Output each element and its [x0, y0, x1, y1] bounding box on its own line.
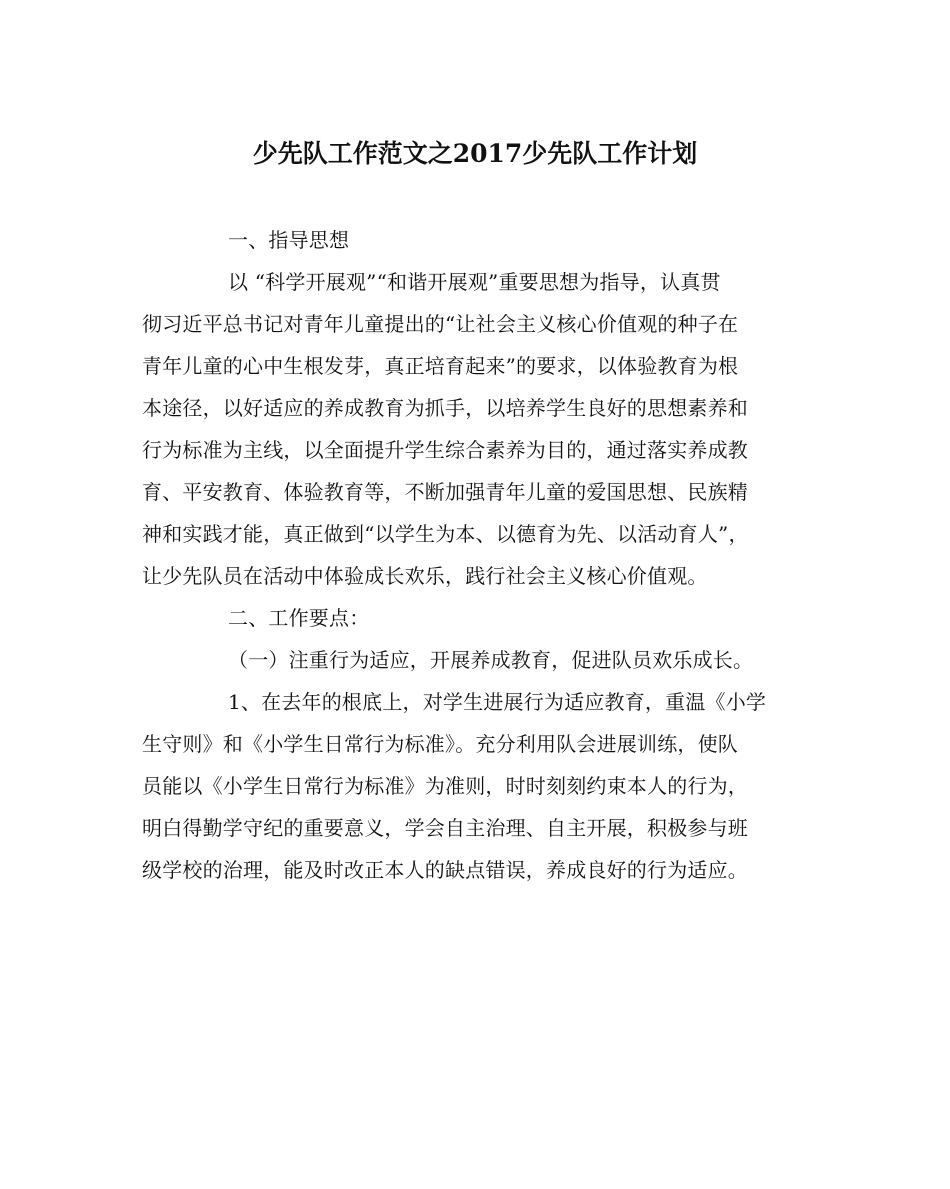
subsection-heading: （一）注重行为适应，开展养成教育，促进队员欢乐成长。: [228, 648, 754, 672]
paragraph-line: 育、平安教育、体验教育等，不断加强青年儿童的爱国思想、民族精: [142, 480, 748, 504]
section-heading-guiding-thought: 一、指导思想: [228, 228, 350, 252]
paragraph-line: 让少先队员在活动中体验成长欢乐，践行社会主义核心价值观。: [142, 564, 708, 588]
paragraph-line: 员能以《小学生日常行为标准》为准则，时时刻刻约束本人的行为，: [142, 774, 748, 798]
paragraph-line: 以 “科学开展观”“和谐开展观”重要思想为指导，认真贯: [228, 270, 721, 294]
paragraph-line: 神和实践才能，真正做到“以学生为本、以德育为先、以活动育人”，: [142, 522, 749, 546]
paragraph-line: 本途径，以好适应的养成教育为抓手，以培养学生良好的思想素养和: [142, 396, 748, 420]
paragraph-line: 生守则》和《小学生日常行为标准》。充分利用队会进展训练，使队: [142, 732, 738, 756]
paragraph-line: 1、在去年的根底上，对学生进展行为适应教育，重温《小学: [228, 690, 767, 714]
paragraph-line: 明白得勤学守纪的重要意义，学会自主治理、自主开展，积极参与班: [142, 816, 748, 840]
paragraph-line: 行为标准为主线，以全面提升学生综合素养为目的，通过落实养成教: [142, 438, 748, 462]
section-heading-work-points: 二、工作要点：: [228, 606, 370, 630]
document-title: 少先队工作范文之2017少先队工作计划: [252, 139, 698, 168]
paragraph-line: 彻习近平总书记对青年儿童提出的“让社会主义核心价值观的种子在: [142, 312, 739, 336]
paragraph-line: 青年儿童的心中生根发芽，真正培育起来”的要求，以体验教育为根: [142, 354, 739, 378]
paragraph-line: 级学校的治理，能及时改正本人的缺点错误，养成良好的行为适应。: [142, 858, 748, 882]
document-body: [142, 219, 842, 891]
